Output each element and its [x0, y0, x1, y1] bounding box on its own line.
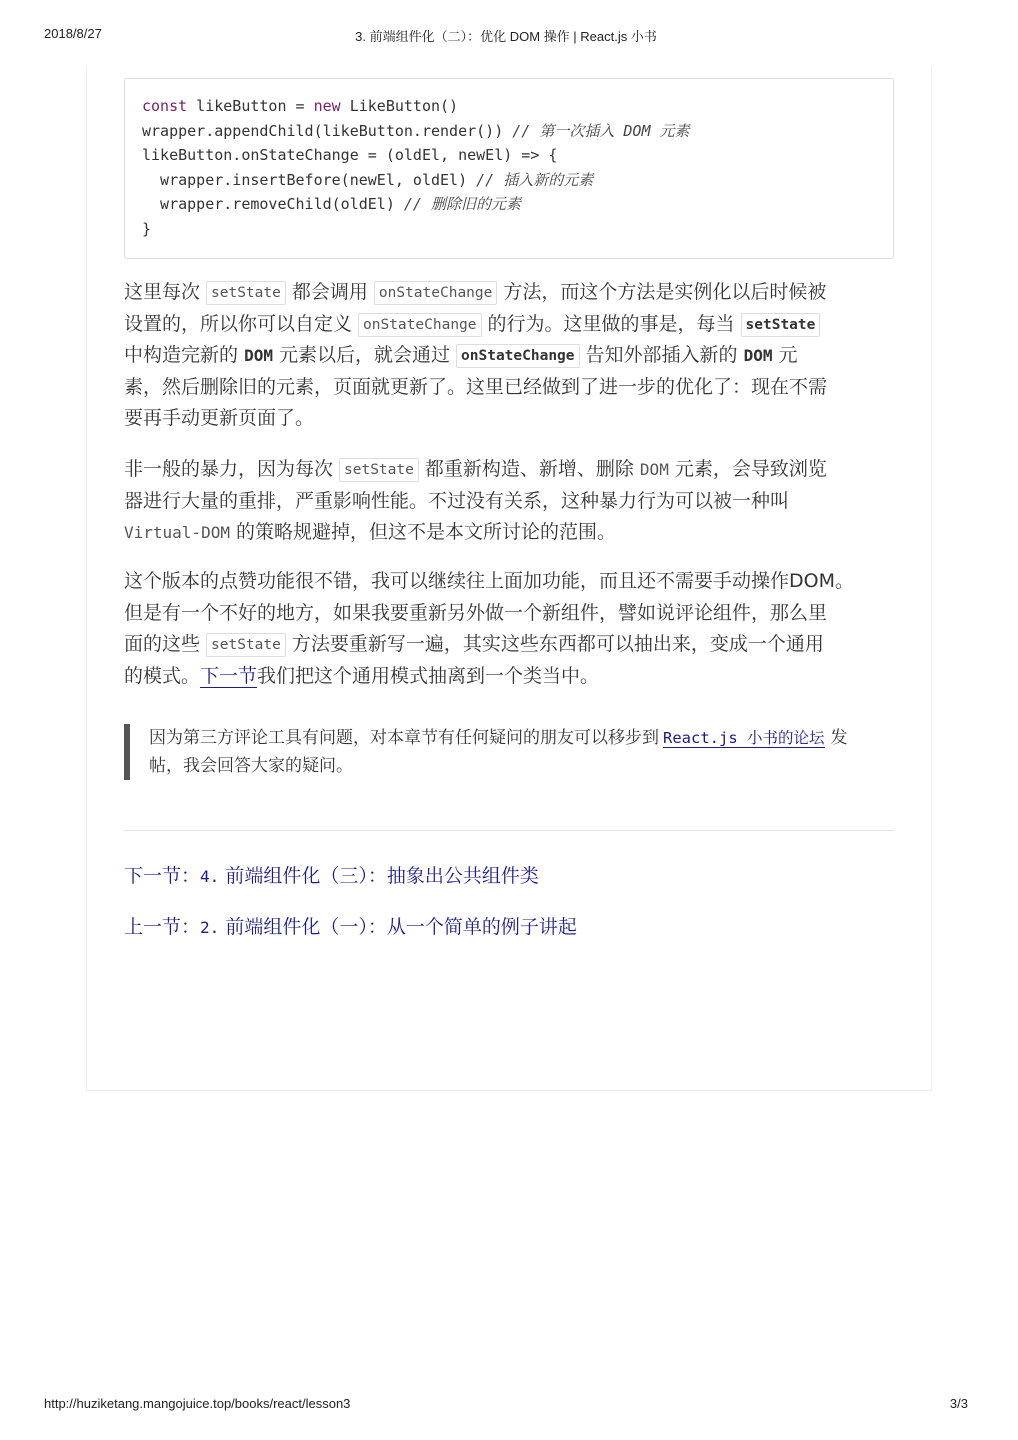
code-block [124, 78, 894, 259]
print-page-title: 3. 前端组件化（二）：优化 DOM 操作 | React.js 小书 [355, 29, 657, 44]
text: 方法，而这个方法是实例化以后时候被 [503, 281, 827, 303]
code-text: likeButton = [187, 97, 314, 115]
inline-code: onStateChange [456, 344, 580, 368]
inline-code: onStateChange [358, 313, 482, 337]
print-url: http://huziketang.mangojuice.top/books/react/lesson3 [44, 1396, 351, 1411]
text-line [124, 309, 896, 341]
text-line: 但是有一个不好的地方，如果我要重新另外做一个新组件，譬如说评论组件，那么里 [124, 601, 828, 624]
code-text: wrapper.insertBefore(newEl, oldEl) [142, 170, 477, 189]
text: 告知外部插入新的 [585, 344, 738, 367]
text: 的行为。这里做的事是，每当 [487, 312, 735, 335]
code-keyword: new [313, 97, 341, 115]
forum-notice-blockquote [124, 724, 894, 780]
inline-code: setState [339, 458, 419, 482]
text: 的策略规避掉，但这不是本文所讨论的范围。 [236, 521, 617, 544]
text: 我们把这个通用模式抽离到一个类当中。 [257, 664, 600, 687]
code-comment: // 插入新的元素 [476, 170, 594, 189]
text: 都重新构造、新增、删除 [424, 458, 634, 480]
paragraph-performance-note [124, 454, 896, 549]
code-line [142, 119, 876, 144]
inline-mono: DOM [244, 346, 273, 366]
text-line [124, 340, 896, 372]
nav-prefix: 下一节： [124, 865, 201, 887]
text: 设置的，所以你可以自定义 [124, 312, 353, 335]
code-text: wrapper.removeChild(oldEl) [142, 195, 404, 214]
paragraph-setstate-explanation [124, 277, 896, 435]
print-footer [44, 1396, 968, 1416]
text-line: 这个版本的点赞功能很不错，我可以继续往上面加功能，而且还不需要手动操作DOM。 [124, 570, 854, 592]
code-keyword: const [142, 97, 188, 115]
text-line: 要再手动更新页面了。 [124, 407, 315, 430]
inline-code: setState [206, 633, 286, 657]
code-line: likeButton.onStateChange = (oldEl, newEl) => { [142, 146, 558, 165]
text: 元 [778, 344, 798, 367]
text-line [124, 629, 896, 661]
section-divider [124, 830, 894, 831]
code-line: } [142, 219, 152, 238]
text-line [124, 661, 896, 693]
code-line [142, 168, 876, 193]
paragraph-next-step [124, 566, 896, 692]
text: 这里每次 [124, 281, 201, 303]
text: 方法要重新写一遍，其实这些东西都可以抽出来，变成一个通用 [291, 633, 824, 656]
code-text: wrapper.appendChild(likeButton.render()) [142, 121, 513, 140]
text-line [124, 454, 896, 486]
code-line [142, 192, 876, 217]
previous-chapter-link[interactable] [124, 912, 577, 943]
code-text: LikeButton() [340, 97, 459, 115]
nav-prefix: 上一节： [124, 916, 201, 938]
text: 元素以后，就会通过 [279, 344, 451, 367]
forum-link[interactable]: React.js 小书的论坛 [663, 729, 825, 747]
text: 的模式。 [124, 664, 201, 687]
text-line: 素，然后删除旧的元素，页面就更新了。这里已经做到了进一步的优化了：现在不需 [124, 375, 828, 398]
nav-number: 4. [200, 867, 220, 886]
nav-title: 前端组件化（三）：抽象出公共组件类 [225, 865, 539, 887]
next-chapter-link[interactable] [124, 861, 539, 892]
inline-mono: DOM [743, 346, 773, 366]
text-line: 帖，我会回答大家的疑问。 [149, 756, 353, 776]
code-comment: // 删除旧的元素 [403, 195, 521, 214]
print-date: 2018/8/27 [44, 26, 102, 41]
page-number: 3/3 [949, 1396, 968, 1411]
text: 非一般的暴力，因为每次 [124, 458, 334, 480]
text: 中构造完新的 [124, 344, 239, 367]
inline-code: onStateChange [374, 281, 498, 305]
inline-code: setState [206, 281, 286, 305]
nav-title: 前端组件化（一）：从一个简单的例子讲起 [225, 916, 577, 938]
inline-code: setState [741, 313, 821, 337]
nav-number: 2. [200, 918, 220, 937]
print-header [44, 26, 968, 46]
text-line [124, 517, 896, 549]
code-line [142, 94, 876, 119]
text: 都会调用 [291, 281, 368, 303]
next-chapter-inline-link[interactable]: 下一节 [200, 664, 258, 687]
text: 面的这些 [124, 633, 201, 656]
text-line [149, 724, 894, 752]
text: 因为第三方评论工具有问题，对本章节有任何疑问的朋友可以移步到 [149, 728, 659, 748]
code-comment: // 第一次插入 DOM 元素 [512, 121, 690, 140]
text-line [124, 277, 896, 309]
text-line: 器进行大量的重排，严重影响性能。不过没有关系，这种暴力行为可以被一种叫 [124, 489, 790, 512]
inline-mono: DOM [639, 460, 669, 479]
text: 元素，会导致浏览 [674, 458, 827, 480]
text: 发 [830, 728, 848, 748]
inline-mono: Virtual-DOM [124, 523, 230, 543]
